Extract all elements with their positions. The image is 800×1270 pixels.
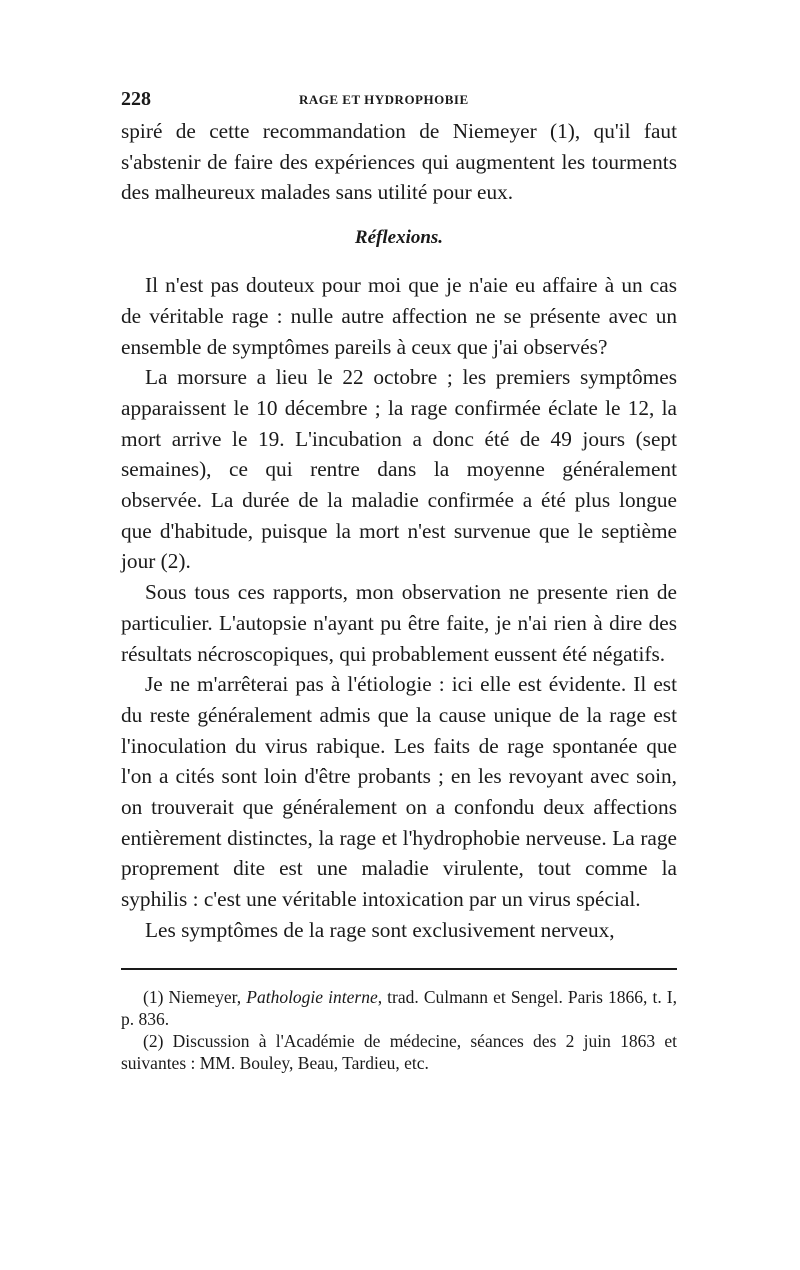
footnote-details: , trad. Culmann et Sengel. Paris 1866, t. I, p. 836. <box>121 986 677 1029</box>
paragraph-3: Sous tous ces rapports, mon observation ne presente rien de particulier. L'autopsie n'ayant pu être faite, je n'ai rien à dire des résultats nécroscopiques, qui probablement eussent été négatifs. <box>121 580 677 666</box>
paragraph-2: La morsure a lieu le 22 octobre ; les premiers symptômes apparaissent le 10 décembre ; la rage confirmée éclate le 12, la mort arrive le 19. L'incubation a donc été de 49 jours (sept semaines), ce qui rentre dans la moyenne généralement observée. La durée de la maladie confirmée a été plus longue que d'habitude, puisque la mort n'est survenue que le septième jour (2). <box>121 365 677 574</box>
paragraph-4: Je ne m'arrêterai pas à l'étiologie : ici elle est évidente. Il est du reste généralement admis que la cause unique de la rage est l'inoculation du virus rabique. Les faits de rage spontanée que l'on a cités sont loin d'être probants ; en les revoyant avec soin, on trouverait que généralement on a confondu deux affections entièrement distinctes, la rage et l'hydrophobie nerveuse. La rage proprement dite est une maladie virulente, tout comme la syphilis : c'est une véritable intoxication par un virus spécial. <box>121 672 677 912</box>
section-heading: Réflexions. <box>354 227 444 249</box>
footnotes <box>121 986 677 1074</box>
paragraph-5: Les symptômes de la rage sont exclusivement nerveux, <box>145 917 615 942</box>
footnote-1 <box>121 986 677 1030</box>
body-text <box>121 116 677 946</box>
footnote-marker: (2) <box>143 1030 164 1051</box>
paragraph-1: Il n'est pas douteux pour moi que je n'aie eu affaire à un cas de véritable rage : nulle autre affection ne se présente avec un ensemble de symptômes pareils à ceux que j'ai observés? <box>121 273 677 359</box>
footnote-marker: (1) <box>143 986 164 1007</box>
page-number: 228 <box>121 88 151 110</box>
footnote-2 <box>121 1030 677 1074</box>
running-head <box>121 88 677 116</box>
footnote-text: Discussion à l'Académie de médecine, séances des 2 juin 1863 et suivantes : MM. Bouley, Beau, Tardieu, etc. <box>121 1030 677 1073</box>
footnote-author: Niemeyer, <box>168 986 242 1007</box>
footnote-title: Pathologie interne <box>246 986 378 1007</box>
opening-paragraph: spiré de cette recommandation de Niemeyer (1), qu'il faut s'abstenir de faire des expériences qui augmentent les tourments des malheureux malades sans utilité pour eux. <box>121 119 677 205</box>
running-title: RAGE ET HYDROPHOBIE <box>299 92 469 107</box>
book-page <box>121 88 677 1074</box>
footnote-divider <box>121 968 677 970</box>
